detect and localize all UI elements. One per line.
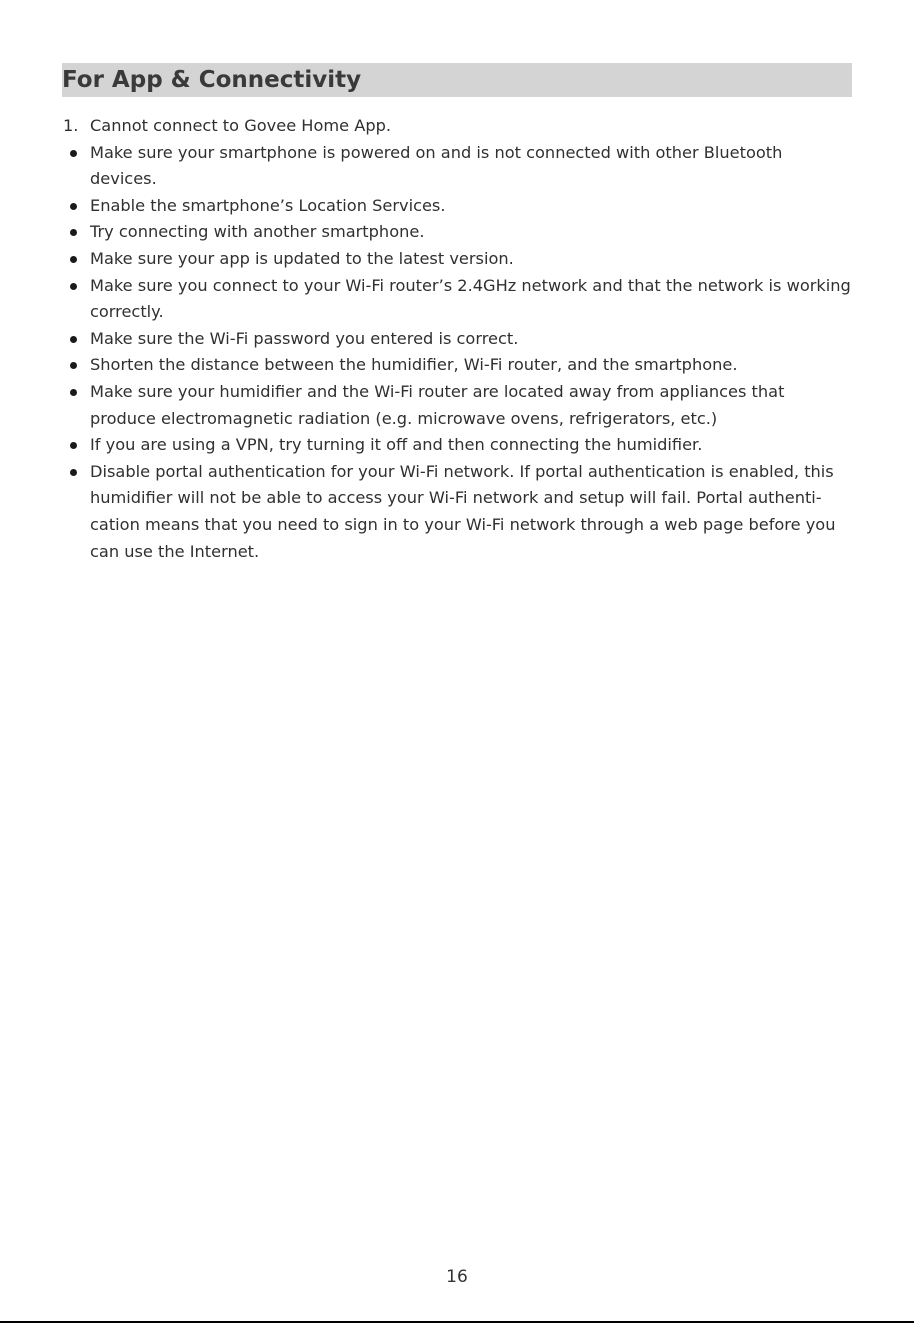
bullet-text: Make sure the Wi-Fi password you entered is correct. xyxy=(90,328,519,348)
bullet-item xyxy=(63,379,853,432)
bullet-item xyxy=(63,193,853,220)
bullet-item xyxy=(63,352,853,379)
bullet-item xyxy=(63,432,853,459)
bullet-dot-icon xyxy=(70,442,77,449)
bullet-dot-icon xyxy=(70,336,77,343)
bullet-dot-icon xyxy=(70,283,77,290)
bullet-dot-icon xyxy=(70,203,77,210)
numbered-item-text: Cannot connect to Govee Home App. xyxy=(90,116,392,135)
bullet-item xyxy=(63,459,853,565)
bullet-text: Make sure your humidifier and the Wi-Fi router are located away from appliances that produce electromagnetic radiation (e.g. microwave ovens, refrigerators, etc.) xyxy=(90,381,785,428)
bullet-text: Make sure you connect to your Wi-Fi router’s 2.4GHz network and that the network is working correctly. xyxy=(90,275,851,322)
section-header xyxy=(62,63,852,97)
bullet-text: Disable portal authentication for your Wi-Fi network. If portal authentication is enabled, this humidifier will not be able to access your Wi-Fi network and setup will fail. Portal authenti-cation means that you need to sign in to your Wi-Fi network through a web page before you can use the Internet. xyxy=(90,461,836,561)
numbered-item xyxy=(63,113,853,140)
troubleshooting-list xyxy=(63,113,853,565)
bullet-text: Enable the smartphone’s Location Services. xyxy=(90,195,446,215)
bullet-dot-icon xyxy=(70,150,77,157)
bullet-item xyxy=(63,246,853,273)
bottom-divider xyxy=(0,1321,914,1323)
bullet-dot-icon xyxy=(70,229,77,236)
page-number: 16 xyxy=(446,1267,468,1287)
bullet-text: Try connecting with another smartphone. xyxy=(90,222,425,242)
bullet-item xyxy=(63,219,853,246)
bullet-dot-icon xyxy=(70,469,77,476)
bullet-text: Make sure your smartphone is powered on and is not connected with other Bluetooth devices. xyxy=(90,142,783,189)
bullet-item xyxy=(63,140,853,193)
bullet-dot-icon xyxy=(70,389,77,396)
item-number: 1. xyxy=(63,116,79,135)
bullet-text: If you are using a VPN, try turning it off and then connecting the humidifier. xyxy=(90,435,703,455)
bullet-dot-icon xyxy=(70,256,77,263)
bullet-item xyxy=(63,273,853,326)
bullet-text: Make sure your app is updated to the latest version. xyxy=(90,248,514,268)
bullet-item xyxy=(63,326,853,353)
bullet-text: Shorten the distance between the humidifier, Wi-Fi router, and the smartphone. xyxy=(90,355,738,375)
section-title: For App & Connectivity xyxy=(62,67,362,93)
bullet-dot-icon xyxy=(70,362,77,369)
